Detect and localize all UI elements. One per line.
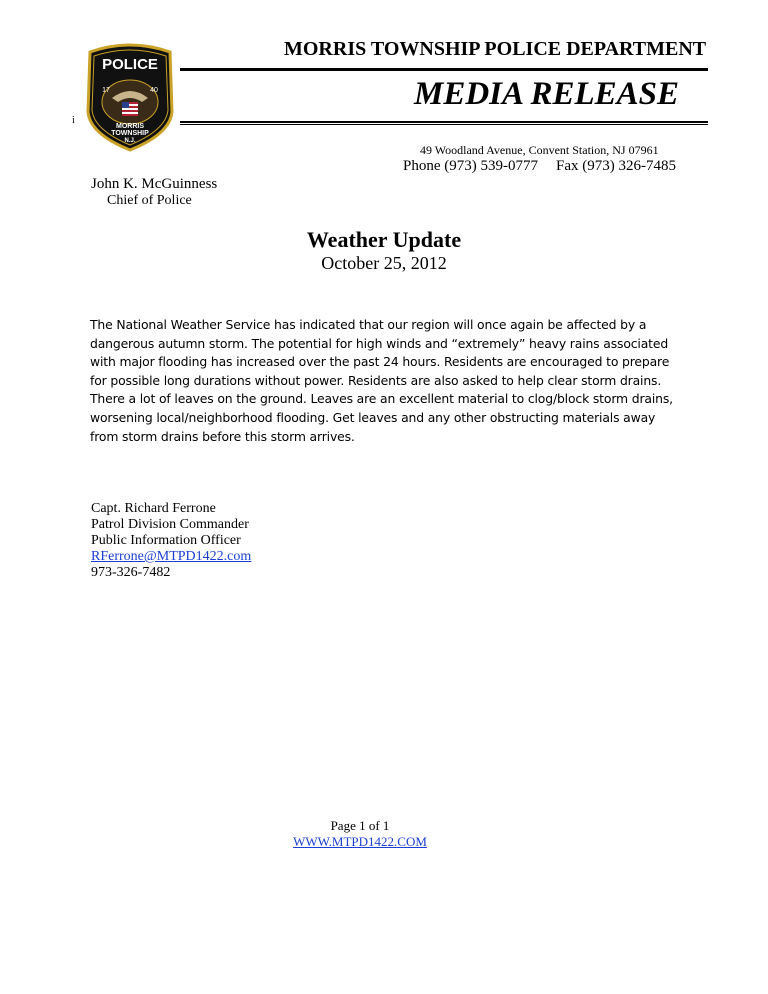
chief-title: Chief of Police [107,193,192,208]
chief-name: John K. McGuinness [91,176,218,192]
media-release-heading: MEDIA RELEASE [414,76,680,112]
fax-number: Fax (973) 326-7485 [556,158,676,174]
body-paragraph [90,316,690,446]
phone-number: Phone (973) 539-0777 [403,158,538,174]
page-footer [0,818,720,850]
contact-line [403,158,676,175]
patch-bottom-text-2: TOWNSHIP [111,130,149,137]
police-patch-logo [82,42,178,152]
website-link[interactable]: WWW.MTPD1422.COM [293,834,427,849]
signature-block [91,501,251,581]
department-name: MORRIS TOWNSHIP POLICE DEPARTMENT [284,38,707,60]
header-rule-bottom-thin [180,124,708,125]
body-line: worsening local/neighborhood flooding. Get leaves and any other obstructing materials away [90,409,656,425]
stray-mark: i [72,115,75,126]
signer-role: Patrol Division Commander [91,517,249,532]
body-line: dangerous autumn storm. The potential for high winds and “extremely” heavy rains associated [90,335,669,351]
document-title: Weather Update [306,227,462,252]
police-patch-icon [82,42,178,152]
body-line: There a lot of leaves on the ground. Leaves are an excellent material to clog/block storm drains, [90,391,673,407]
body-line: with major flooding has increased over the past 24 hours. Residents are encouraged to prepare [90,354,670,370]
patch-bottom-text-1: MORRIS [116,123,144,130]
body-line: for possible long durations without power. Residents are also asked to help clear storm drains. [90,372,662,388]
patch-bottom-text-3: N.J. [124,138,136,144]
body-line: The National Weather Service has indicated that our region will once again be affected by a [90,317,647,332]
header-rule-bottom [180,121,708,123]
document-date: October 25, 2012 [321,253,447,273]
signer-name: Capt. Richard Ferrone [91,501,216,516]
patch-top-text: POLICE [102,56,158,73]
signer-role-secondary: Public Information Officer [91,533,241,548]
department-address: 49 Woodland Avenue, Convent Station, NJ 07961 [420,143,659,157]
body-line: from storm drains before this storm arrives. [90,428,355,444]
signer-email-link[interactable]: RFerrone@MTPD1422.com [91,549,252,564]
page-number: Page 1 of 1 [330,818,390,833]
signer-phone: 973-326-7482 [91,565,171,580]
patch-year-left: 17 [102,87,110,94]
patch-year-right: 40 [150,87,158,94]
header-rule-top [180,68,708,71]
